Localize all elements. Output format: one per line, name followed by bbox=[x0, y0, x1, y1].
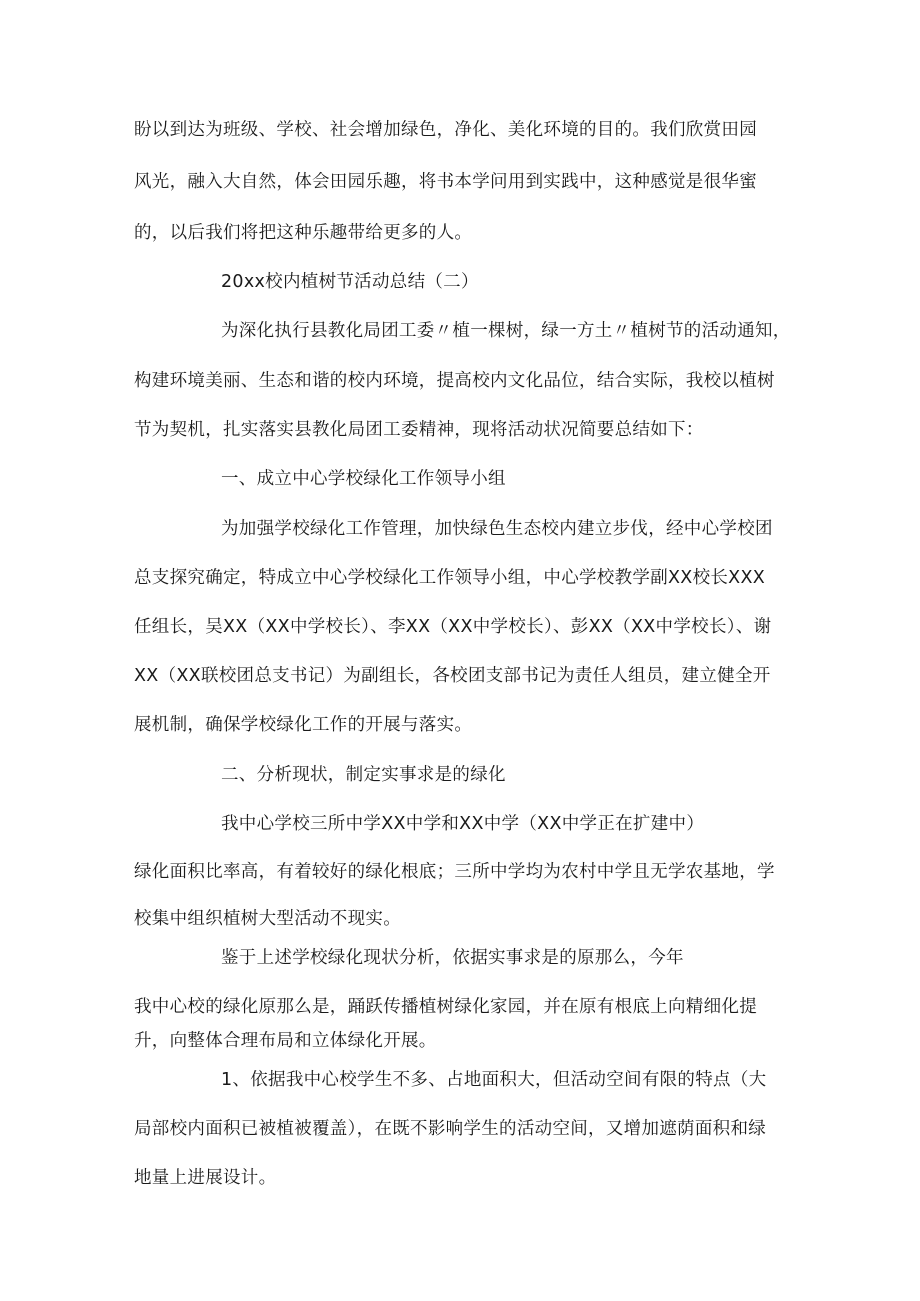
paragraph-line: 1、依据我中心校学生不多、占地面积大，但活动空间有限的特点（大 bbox=[221, 1070, 767, 1090]
paragraph-line: 的，以后我们将把这种乐趣带给更多的人。 bbox=[134, 223, 473, 243]
paragraph-line: 升，向整体合理布局和立体绿化开展。 bbox=[134, 1031, 437, 1051]
paragraph-line: XX（XX联校团总支书记）为副组长，各校团支部书记为责任人组员，建立健全开 bbox=[134, 666, 771, 686]
paragraph-line: 绿化面积比率高，有着较好的绿化根底；三所中学均为农村中学且无学农基地，学 bbox=[134, 862, 775, 882]
paragraph-line: 局部校内面积已被植被覆盖），在既不影响学生的活动空间，又增加遮荫面积和绿 bbox=[134, 1119, 767, 1139]
paragraph-line: 校集中组织植树大型活动不现实。 bbox=[134, 909, 401, 929]
paragraph-line: 盼以到达为班级、学校、社会增加绿色，净化、美化环境的目的。我们欣赏田园 bbox=[134, 120, 757, 140]
paragraph-line: 为深化执行县教化局团工委〃植一棵树，绿一方土〃植树节的活动通知， bbox=[221, 321, 791, 341]
paragraph-line: 为加强学校绿化工作管理，加快绿色生态校内建立步伐，经中心学校团 bbox=[221, 519, 773, 539]
section-heading: 一、成立中心学校绿化工作领导小组 bbox=[221, 469, 506, 489]
section-heading: 20xx校内植树节活动总结（二） bbox=[221, 272, 479, 292]
paragraph-line: 总支探究确定，特成立中心学校绿化工作领导小组，中心学校教学副XX校长XXX bbox=[134, 568, 766, 588]
paragraph-line: 我中心校的绿化原那么是，踊跃传播植树绿化家园，并在原有根底上向精细化提 bbox=[134, 997, 757, 1017]
paragraph-line: 地量上进展设计。 bbox=[134, 1168, 277, 1188]
paragraph-line: 构建环境美丽、生态和谐的校内环境，提高校内文化品位，结合实际，我校以植树 bbox=[134, 371, 775, 391]
section-heading: 二、分析现状，制定实事求是的绿化 bbox=[221, 765, 506, 785]
paragraph-line: 鉴于上述学校绿化现状分析，依据实事求是的原那么，今年 bbox=[221, 948, 684, 968]
paragraph-line: 风光，融入大自然，体会田园乐趣，将书本学问用到实践中，这种感觉是很华蜜 bbox=[134, 172, 757, 192]
paragraph-line: 展机制，确保学校绿化工作的开展与落实。 bbox=[134, 715, 473, 735]
paragraph-line: 任组长，吴XX（XX中学校长）、李XX（XX中学校长）、彭XX（XX中学校长）、谢 bbox=[134, 617, 772, 637]
paragraph-line: 我中心学校三所中学XX中学和XX中学（XX中学正在扩建中） bbox=[221, 814, 705, 834]
paragraph-line: 节为契机，扎实落实县教化局团工委精神，现将活动状况简要总结如下： bbox=[134, 420, 704, 440]
